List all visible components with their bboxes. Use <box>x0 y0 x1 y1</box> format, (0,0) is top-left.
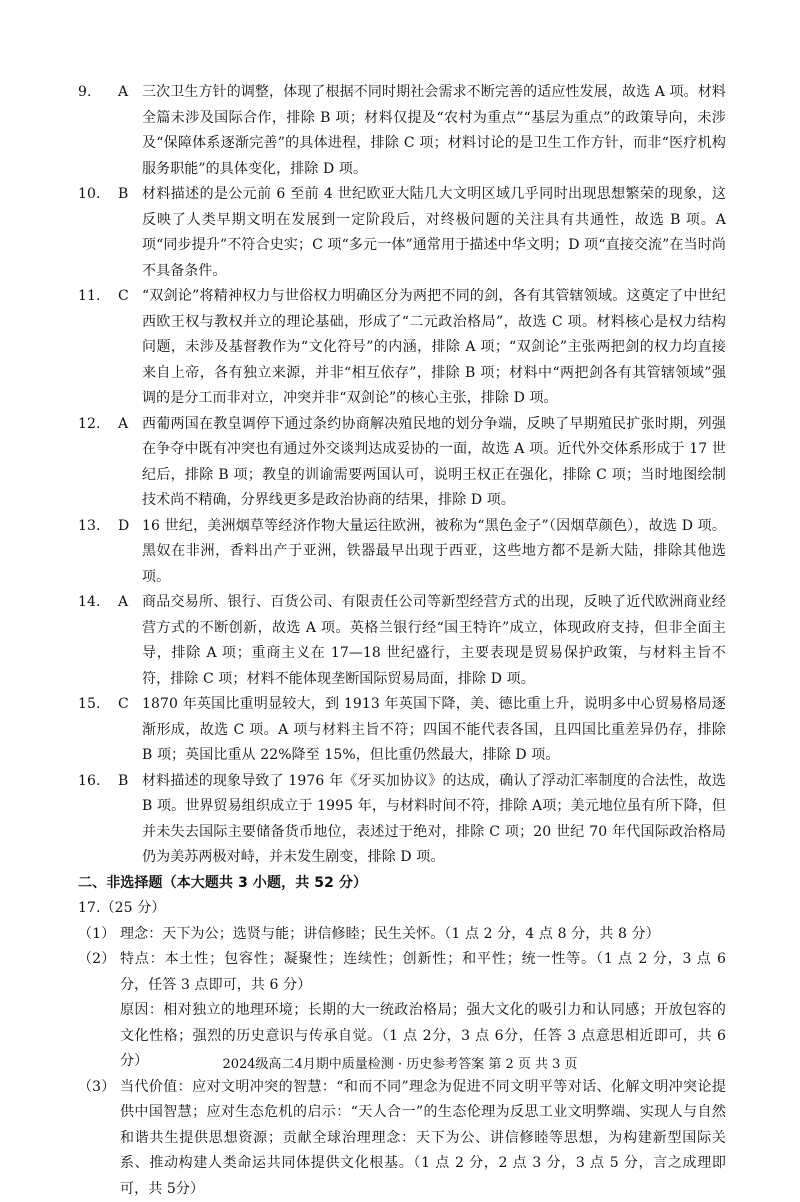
explanation-text: 材料描述的现象导致了 1976 年《牙买加协议》的达成，确认了浮动汇率制度的合法性，故选 B 项。世界贸易组织成立于 1995 年，与材料时间不符，排除 A项；美元地位虽有所下降，但并未失去国际主要储备货币地位，表述过于绝对，排除 C 项；20 世纪 70 年代国际政治格局仍为美苏两极对峙，并未发生剧变，排除 D 项。 <box>142 769 726 871</box>
question-10 <box>78 182 726 284</box>
explanation-text: 三次卫生方针的调整，体现了根据不同时期社会需求不断完善的适应性发展，故选 A 项。材料全篇未涉及国际合作，排除 B 项；材料仅提及“农村为重点”“基层为重点”的政策导向，未涉及“保障体系逐渐完善”的具体进程，排除 C 项；材料讨论的是卫生工作方针，而非“医疗机构服务职能”的具体变化，排除 D 项。 <box>142 80 726 182</box>
q17-part-2 <box>78 947 726 998</box>
question-number: 11. <box>78 284 118 412</box>
part-text: 当代价值：应对文明冲突的智慧：“和而不同”理念为促进不同文明平等对话、化解文明冲突论提供中国智慧；应对生态危机的启示：“天人合一”的生态伦理为反思工业文明弊端、实现人与自然和谐共生提供思想资源；贡献全球治理理念：天下为公、讲信修睦等思想，为构建新型国际关系、推动构建人类命运共同体提供文化根基。（1 点 2 分，2 点 3 分，3 点 5 分，言之成理即可，共 5分） <box>120 1075 726 1202</box>
page-footer: 2024级高二4月期中质量检测 · 历史参考答案 第 2 页 共 3 页 <box>0 1053 800 1072</box>
question-16 <box>78 769 726 871</box>
explanation-text: 1870 年英国比重明显较大，到 1913 年英国下降，美、德比重上升，说明多中心贸易格局逐渐形成，故选 C 项。A 项与材料主旨不符；四国不能代表各国，且四国比重差异仍存，排除 B 项；英国比重从 22%降至 15%，但比重仍然最大，排除 D 项。 <box>142 692 726 769</box>
answer-letter: A <box>118 590 142 692</box>
answer-content <box>78 80 726 1202</box>
part-label: （2） <box>78 947 120 998</box>
question-12 <box>78 412 726 514</box>
question-number: 10. <box>78 182 118 284</box>
answer-letter: B <box>118 769 142 871</box>
answer-letter: C <box>118 284 142 412</box>
explanation-text: 商品交易所、银行、百货公司、有限责任公司等新型经营方式的出现，反映了近代欧洲商业经营方式的不断创新，故选 A 项。英格兰银行经“国王特许”成立，体现政府支持，但非全面主导，排除 A 项；重商主义在 17—18 世纪盛行，主要表现是贸易保护政策，与材料主旨不符，排除 C 项；材料不能体现垄断国际贸易局面，排除 D 项。 <box>142 590 726 692</box>
answer-letter: A <box>118 412 142 514</box>
question-number: 13. <box>78 514 118 591</box>
section-title: 二、非选择题（本大题共 3 小题，共 52 分） <box>78 871 726 897</box>
question-number: 16. <box>78 769 118 871</box>
answer-letter: B <box>118 182 142 284</box>
q17-part-3 <box>78 1075 726 1202</box>
explanation-text: “双剑论”将精神权力与世俗权力明确区分为两把不同的剑，各有其管辖领域。这奠定了中世纪西欧王权与教权并立的理论基础，形成了“二元政治格局”，故选 C 项。材料核心是权力结构问题，未涉及基督教作为“文化符号”的内涵，排除 A 项；“双剑论”主张两把剑的权力均直接来自上帝，各有独立来源，并非“相互依存”，排除 B 项；材料中“两把剑各有其管辖领域”强调的是分工而非对立，冲突并非“双剑论”的核心主张，排除 D 项。 <box>142 284 726 412</box>
question-number: 9. <box>78 80 118 182</box>
explanation-text: 材料描述的是公元前 6 至前 4 世纪欧亚大陆几大文明区域几乎同时出现思想繁荣的现象，这反映了人类早期文明在发展到一定阶段后，对终极问题的关注具有共通性，故选 B 项。A 项“同步提升”不符合史实；C 项“多元一体”通常用于描述中华文明；D 项“直接交流”在当时尚不具备条件。 <box>142 182 726 284</box>
part-text: 理念：天下为公；选贤与能；讲信修睦；民生关怀。（1 点 2 分，4 点 8 分，共 8 分） <box>120 922 726 948</box>
question-9 <box>78 80 726 182</box>
question-13 <box>78 514 726 591</box>
part-label: （3） <box>78 1075 120 1202</box>
explanation-text: 西葡两国在教皇调停下通过条约协商解决殖民地的划分争端，反映了早期殖民扩张时期，列强在争夺中既有冲突也有通过外交谈判达成妥协的一面，故选 A 项。近代外交体系形成于 17 世纪后，排除 B 项；教皇的训谕需要两国认可，说明王权正在强化，排除 C 项；当时地图绘制技术尚不精确，分界线更多是政治协商的结果，排除 D 项。 <box>142 412 726 514</box>
answer-letter: A <box>118 80 142 182</box>
part-label: （1） <box>78 922 120 948</box>
question-17-header: 17.（25 分） <box>78 896 726 922</box>
question-number: 14. <box>78 590 118 692</box>
answer-letter: C <box>118 692 142 769</box>
q17-part-2-reasons: 原因：相对独立的地理环境；长期的大一统政治格局；强大文化的吸引力和认同感；开放包容的文化性格；强烈的历史意识与传承自觉。（1 点 2分，3 点 6分，任答 3 点意思相近即可，共 6分） <box>78 998 726 1075</box>
question-number: 15. <box>78 692 118 769</box>
explanation-text: 16 世纪，美洲烟草等经济作物大量运往欧洲，被称为“黑色金子”（因烟草颜色），故选 D 项。黑奴在非洲，香料出产于亚洲，铁器最早出现于西亚，这些地方都不是新大陆，排除其他选项。 <box>142 514 726 591</box>
part-text: 特点：本土性；包容性；凝聚性；连续性；创新性；和平性；统一性等。（1 点 2 分，3 点 6 分，任答 3 点即可，共 6 分） <box>120 947 726 998</box>
question-number: 12. <box>78 412 118 514</box>
q17-part-1 <box>78 922 726 948</box>
question-11 <box>78 284 726 412</box>
answer-letter: D <box>118 514 142 591</box>
question-14 <box>78 590 726 692</box>
question-15 <box>78 692 726 769</box>
